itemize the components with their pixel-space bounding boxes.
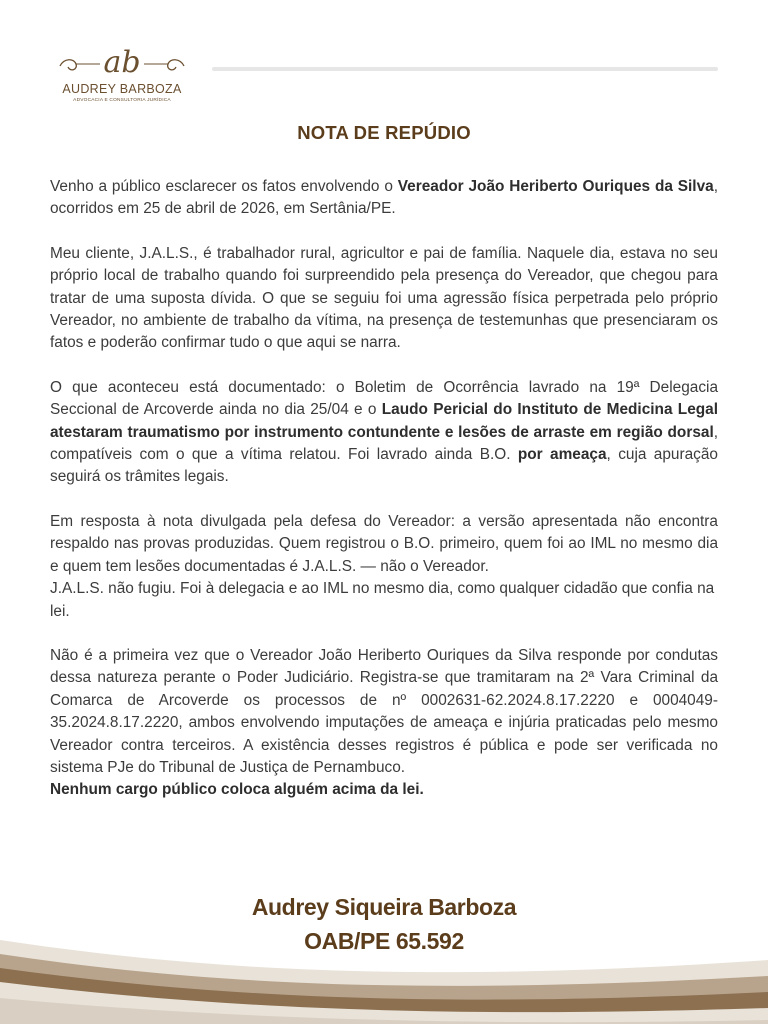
page-title: NOTA DE REPÚDIO bbox=[297, 122, 471, 143]
document-body bbox=[50, 176, 718, 802]
footer-wave-decoration bbox=[0, 940, 768, 1024]
paragraph-evidence: O que aconteceu está documentado: o Boletim de Ocorrência lavrado na 19ª Delegacia Seccional de Arcoverde ainda no dia 25/04 e o Laudo Pericial do Instituto de Medicina Legal atestaram traumatismo por instrumento contundente e lesões de arraste em região dorsal, compatíveis com o que a vítima relatou. Foi lavrado ainda B.O. por ameaça, cuja apuração seguirá os trâmites legais. bbox=[50, 378, 718, 486]
logo-subtitle: ADVOCACIA E CONSULTORIA JURÍDICA bbox=[73, 98, 171, 103]
paragraph-facts: Meu cliente, J.A.L.S., é trabalhador rural, agricultor e pai de família. Naquele dia, estava no seu próprio local de trabalho quando foi surpreendido pela presença do Vereador, que chegou para tratar de uma suposta dívida. O que se seguiu foi uma agressão física perpetrada pelo próprio Vereador, no ambiente de trabalho da vítima, na presença de testemunhas que presenciaram os fatos e poderão confirmar tudo o que aqui se narra. bbox=[50, 244, 718, 352]
paragraph-response-2: J.A.L.S. não fugiu. Foi à delegacia e ao IML no mesmo dia, como qualquer cidadão que confia na lei. bbox=[50, 580, 715, 620]
logo-name: AUDREY BARBOZA bbox=[62, 82, 182, 96]
closing-statement: Nenhum cargo público coloca alguém acima da lei. bbox=[50, 781, 424, 799]
logo-monogram: ab bbox=[103, 45, 141, 80]
signature-oab: OAB/PE 65.592 bbox=[304, 928, 464, 954]
paragraph-history: Não é a primeira vez que o Vereador João Heriberto Ouriques da Silva responde por condutas dessa natureza perante o Poder Judiciário. Registra-se que tramitaram na 2ª Vara Criminal da Comarca de Arcoverde os processos de nº 0002631-62.2024.8.17.2220 e 0004049-35.2024.8.17.2220, ambos envolvendo imputações de ameaça e injúria praticadas pelo mesmo Vereador contra terceiros. A existência desses registros é pública e pode ser verificada no sistema PJe do Tribunal de Justiça de Pernambuco. bbox=[50, 646, 718, 776]
firm-logo bbox=[52, 36, 202, 116]
paragraph-intro: Venho a público esclarecer os fatos envolvendo o Vereador João Heriberto Ouriques da Silva, ocorridos em 25 de abril de 2026, em Sertânia/PE. bbox=[50, 178, 718, 218]
signature-name: Audrey Siqueira Barboza bbox=[251, 894, 517, 920]
paragraph-response: Em resposta à nota divulgada pela defesa do Vereador: a versão apresentada não encontra respaldo nas provas produzidas. Quem registrou o B.O. primeiro, quem foi ao IML no mesmo dia e quem tem lesões documentadas é J.A.L.S. — não o Vereador. bbox=[50, 512, 718, 575]
monogram-ornament-icon bbox=[52, 36, 192, 86]
header-divider bbox=[212, 67, 718, 71]
